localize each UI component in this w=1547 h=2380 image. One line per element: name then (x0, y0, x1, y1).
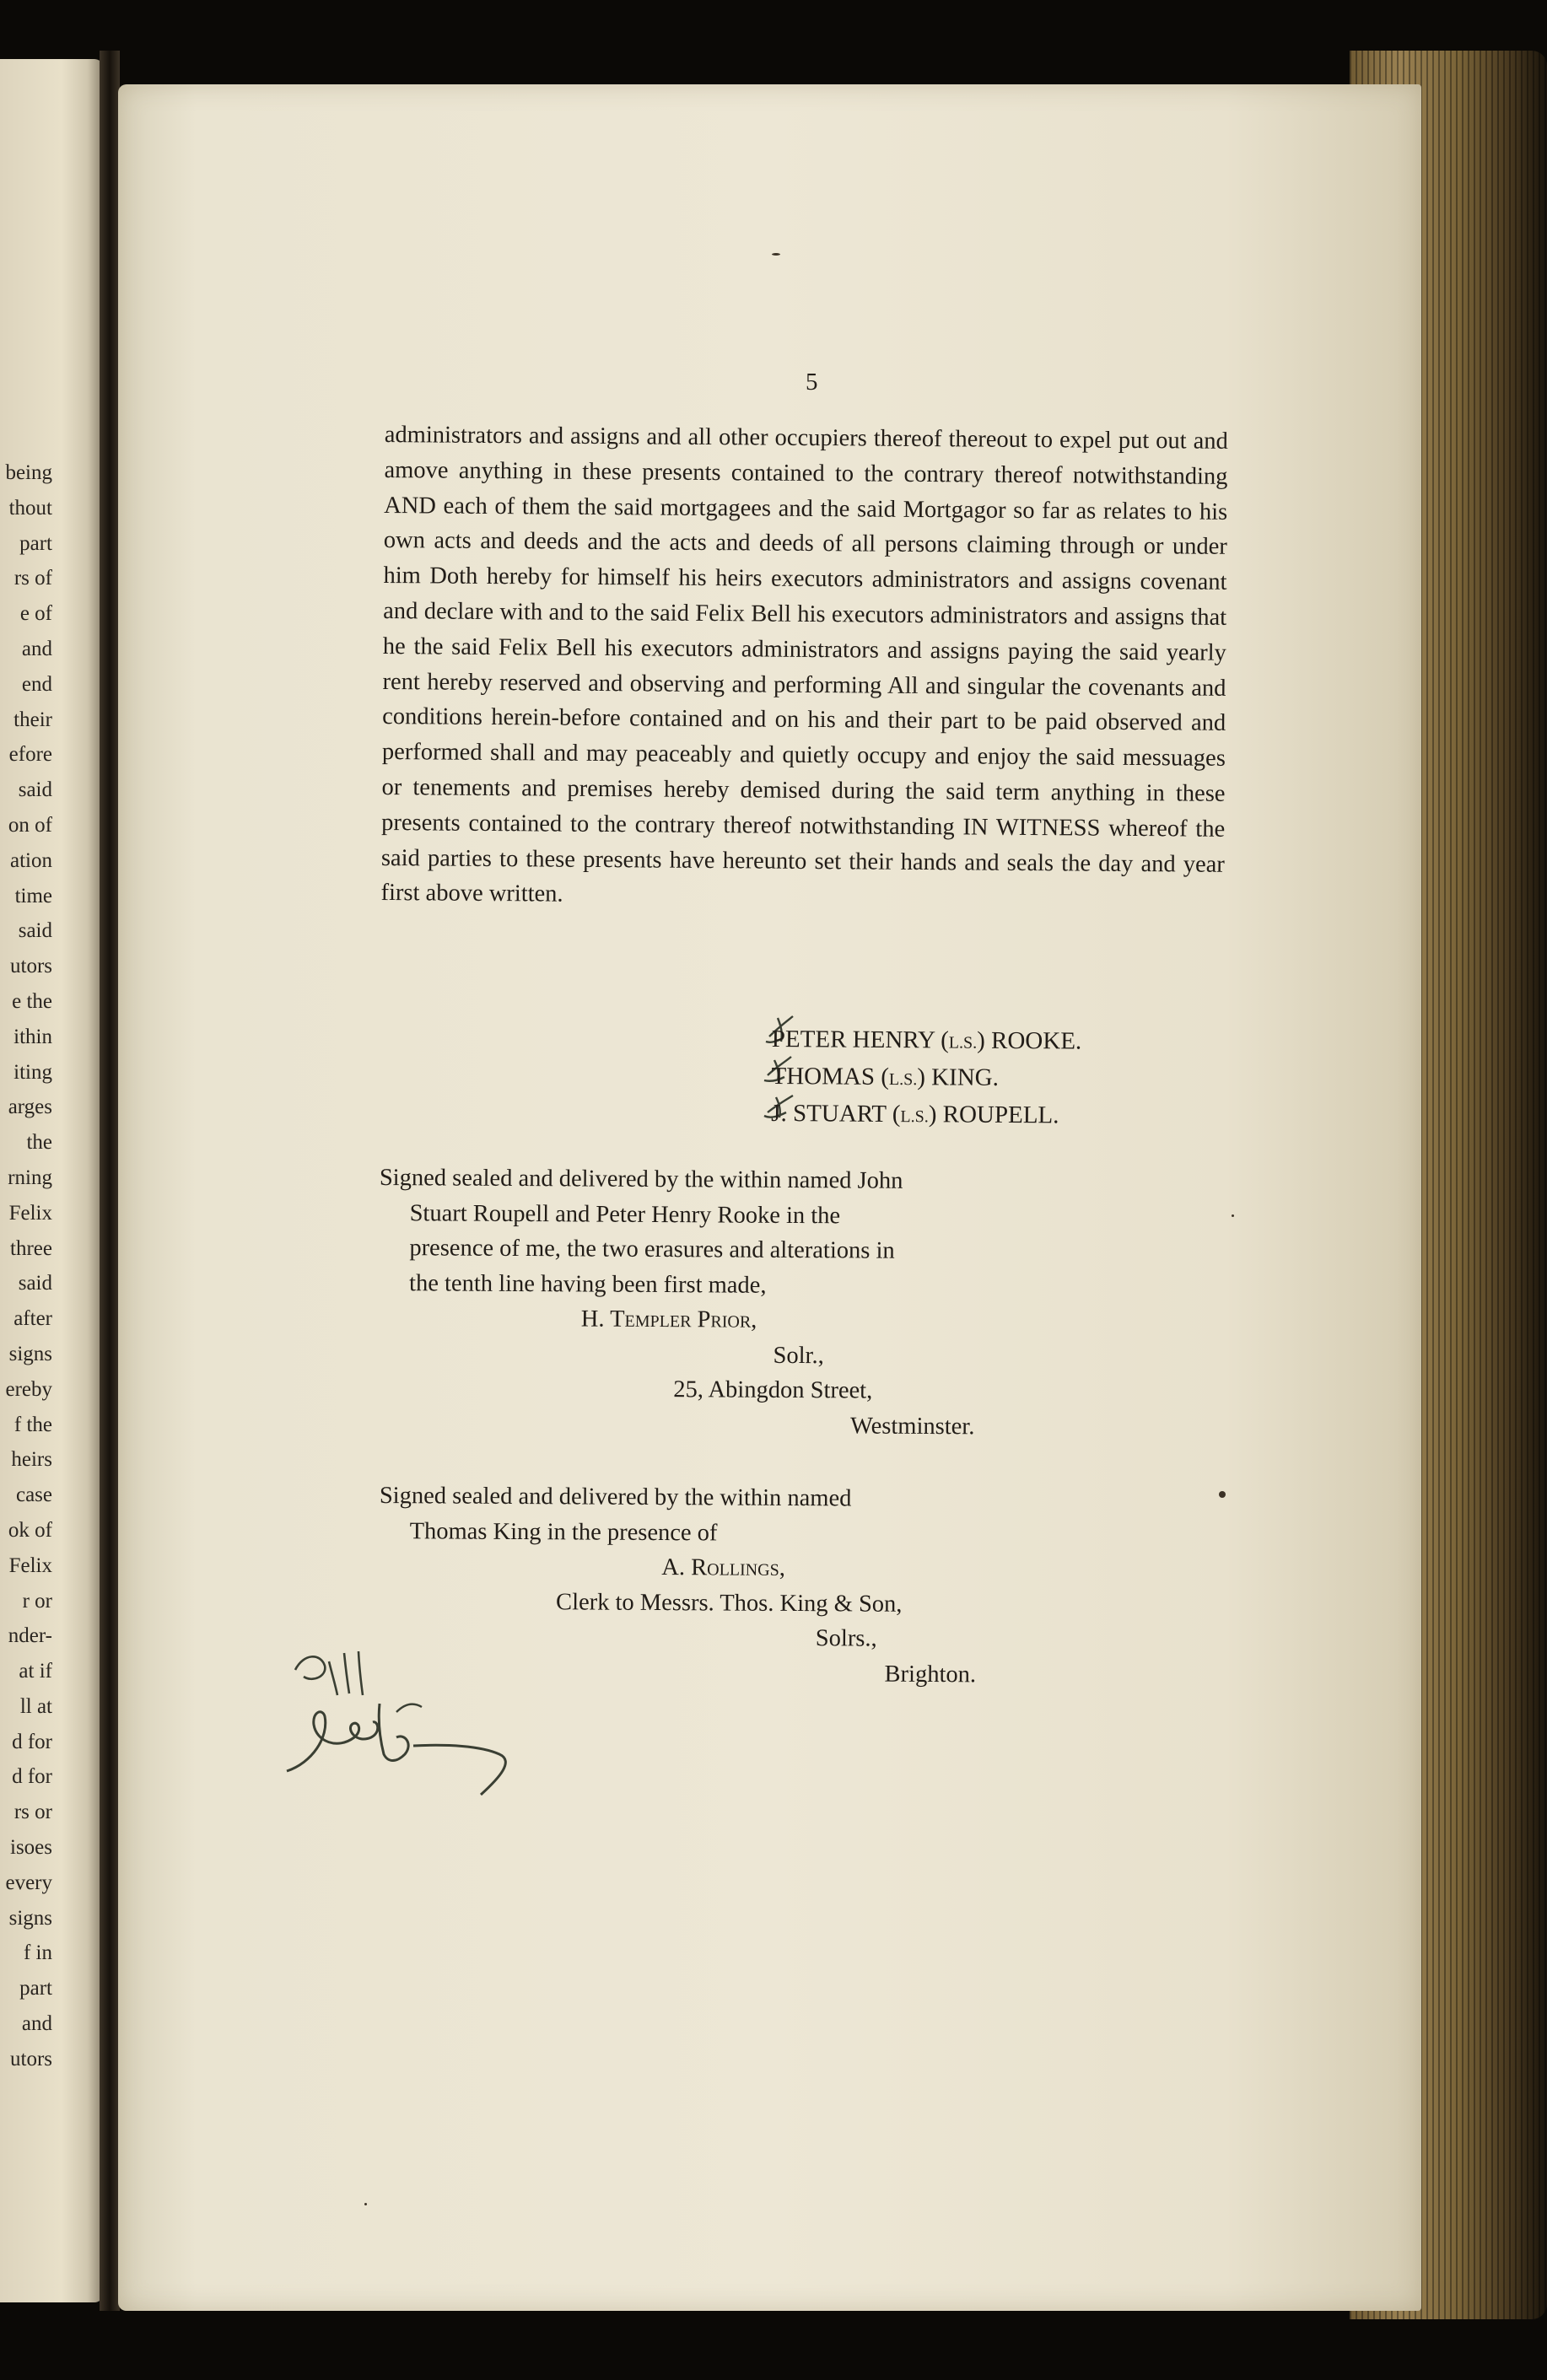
left-page-fragment: heirs (11, 1448, 52, 1472)
attestation-line: presence of me, the two erasures and alterations in (409, 1235, 895, 1264)
left-page-fragment: Felix (8, 1553, 52, 1577)
left-page-fragment: and (21, 637, 52, 660)
left-page-fragment: d for (12, 1765, 52, 1789)
left-page-fragment: utors (10, 955, 52, 978)
left-page-fragment: said (18, 778, 52, 802)
left-page-text-fragments (0, 455, 52, 2077)
left-page-fragment: said (18, 1272, 52, 1295)
attestation-line: Signed sealed and delivered by the within named (379, 1482, 852, 1512)
left-page-fragment: part (19, 531, 52, 555)
witness-name: A. Rollings, (661, 1554, 785, 1581)
left-page-fragment: after (13, 1307, 52, 1331)
left-page-fragment: signs (8, 1342, 52, 1365)
left-page-fragment: iting (13, 1060, 52, 1084)
left-page-fragment: Felix (8, 1201, 52, 1225)
left-page-fragment: rs of (13, 567, 52, 590)
left-page-fragment: ll at (19, 1694, 52, 1718)
left-page-fragment: efore (8, 743, 52, 767)
book-gutter (100, 51, 120, 2311)
left-page-fragment: every (5, 1871, 52, 1894)
witness-town: Brighton. (884, 1661, 977, 1688)
page-number: 5 (806, 369, 818, 396)
left-page-fragment: ithin (13, 1025, 52, 1048)
left-page-fragment: arges (8, 1096, 52, 1119)
attestation-line: Thomas King in the presence of (409, 1517, 718, 1546)
witness-role: Solr., (773, 1342, 824, 1369)
left-page-fragment: isoes (10, 1836, 52, 1860)
left-page-fragment: r or (22, 1589, 52, 1613)
left-page-fragment: ation (10, 848, 52, 872)
ink-speck (772, 253, 780, 256)
left-page-fragment: end (21, 672, 52, 696)
witness-town: Westminster. (849, 1412, 975, 1440)
ink-speck (1219, 1491, 1226, 1498)
ink-speck (364, 2203, 367, 2205)
left-page-fragment: said (18, 919, 52, 943)
ink-speck (1232, 1214, 1234, 1217)
signatory-line: J. STUART (L.S.) ROUPELL. (771, 1099, 1059, 1129)
left-page-fragment: the (26, 1131, 52, 1155)
left-page-fragment: signs (8, 1906, 52, 1930)
signatory-line: THOMAS (L.S.) KING. (771, 1062, 1000, 1091)
left-page-fragment: rning (8, 1166, 52, 1189)
attestation-line: the tenth line having been first made, (409, 1269, 767, 1299)
left-page-fragment: utors (10, 2047, 52, 2070)
attestation-line: Stuart Roupell and Peter Henry Rooke in the (409, 1199, 841, 1229)
left-page-fragment: their (13, 708, 52, 731)
left-page-fragment: e the (12, 989, 52, 1013)
handwritten-pencil-annotation (278, 1636, 531, 1822)
left-page-fragment: ok of (8, 1518, 52, 1542)
attestation-clause-1 (378, 1160, 1004, 1445)
left-page-fragment: d for (12, 1730, 52, 1753)
left-page-fragment: three (10, 1236, 52, 1260)
witness-name: H. Templer Prior, (580, 1306, 757, 1333)
left-page-fragment: and (21, 2012, 52, 2036)
witness-address: 25, Abingdon Street, (673, 1376, 873, 1404)
left-page-fragment: at if (19, 1660, 52, 1683)
left-page-fragment: case (15, 1483, 52, 1507)
left-page-fragment: f in (23, 1941, 52, 1965)
signatory-line: PETER HENRY (L.S.) ROOKE. (771, 1025, 1082, 1055)
witness-role: Clerk to Messrs. Thos. King & Son, (556, 1588, 903, 1618)
left-page-fragment: time (14, 884, 52, 907)
left-page-fragment: f the (13, 1413, 52, 1436)
left-facing-page (0, 59, 103, 2302)
witness-solrs: Solrs., (815, 1625, 877, 1652)
left-page-fragment: ereby (5, 1377, 52, 1401)
left-page-fragment: part (19, 1977, 52, 2000)
signatory-block (771, 1022, 1081, 1136)
left-page-fragment: thout (8, 496, 52, 520)
left-page-fragment: e of (19, 602, 52, 626)
left-page-fragment: rs or (13, 1801, 52, 1824)
attestation-line: Signed sealed and delivered by the within named John (379, 1164, 903, 1194)
left-page-fragment: on of (8, 813, 52, 837)
left-page-fragment: nder- (8, 1624, 52, 1648)
left-page-fragment: being (5, 461, 52, 484)
deed-body-paragraph: administrators and assigns and all other occupiers thereof thereout to expel put out and amove anything in these presents contained to the contrary thereof notwithstanding AND each of them the said mortgagees and the said Mortgagor so far as relates to his own acts and deeds and the acts and deeds of all persons claiming through or under him Doth hereby for himself his heirs executors administrators and assigns covenant and declare with and to the said Felix Bell his executors administrators and assigns that he the said Felix Bell his executors administrators and assigns paying the said yearly rent hereby reserved and observing and performing All and singular the covenants and conditions herein-before contained and on his and their part to be paid observed and performed shall and may peaceably and quietly occupy and enjoy the said messuages or tenements and premises hereby demised during the said term anything in these presents contained to the contrary thereof notwithstanding IN WITNESS whereof the said parties to these presents have hereunto set their hands and seals the day and year first above written. (380, 421, 1228, 908)
